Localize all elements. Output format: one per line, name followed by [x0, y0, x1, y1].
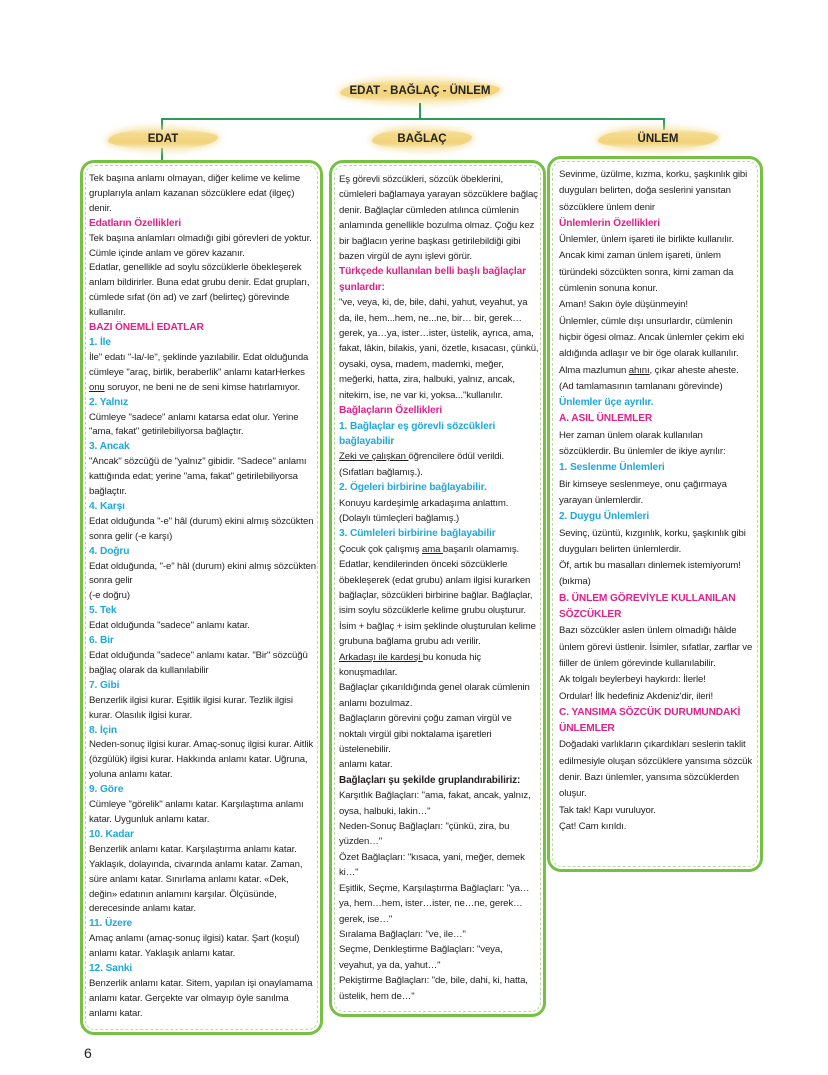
page-number: 6: [84, 1045, 92, 1061]
paragraph: [339, 850, 540, 881]
paragraph: [89, 411, 316, 441]
paragraph: [339, 680, 540, 711]
paragraph: [89, 738, 316, 783]
text: A. ASIL ÜNLEMLER: [559, 413, 653, 425]
text: anlamı katar.: [339, 759, 393, 771]
paragraph: [559, 689, 757, 705]
paragraph: [339, 650, 540, 681]
blue-heading: [89, 962, 316, 977]
paragraph: [559, 167, 757, 216]
paragraph: [339, 881, 540, 927]
blue-heading: [89, 724, 316, 739]
paragraph: [559, 297, 757, 313]
paragraph: [89, 843, 316, 918]
connector-horizontal: [161, 118, 665, 120]
baglac-box: [329, 160, 546, 1017]
paragraph: [339, 557, 540, 649]
paragraph: [559, 477, 757, 510]
text: 2. Yalnız: [89, 396, 128, 408]
text: Ünlemler, ünlem işareti ile birlikte kullanılır. Ancak kimi zaman ünlem işareti, ünlem türündeki sözcükten sonra, kimi zaman da cümlenin sonuna konur.: [559, 234, 734, 295]
text: Sevinç, üzüntü, kızgınlık, korku, şaşkınlık gibi duyguları belirten ünlemlerdir.: [559, 527, 746, 555]
text: Tek başına anlamları olmadığı gibi görevleri de yoktur. Cümle içinde anlam ve görev kazanır.: [89, 232, 312, 259]
paragraph: [339, 711, 540, 757]
text: Ak tolgalı beylerbeyi haykırdı: İlerle!: [559, 674, 706, 686]
text: Doğadaki varlıkların çıkardıkları seslerin taklit edilmesiyle oluşan sözcüklere yansıma sözcük denir. Bazı ünlemler, yansıma sözcüklerden oluşur.: [559, 739, 753, 800]
unlem-column-text: [559, 167, 757, 835]
paragraph: [339, 973, 540, 1004]
text: Edat olduğunda "sadece" anlamı katar.: [89, 620, 250, 632]
blue-heading: [89, 783, 316, 798]
text: 2. Duygu Ünlemleri: [559, 511, 650, 523]
blue-heading: [89, 679, 316, 694]
text: 5. Tek: [89, 605, 117, 617]
paragraph: [89, 232, 316, 262]
text: öğrencilere ödül verildi. (Sıfatları bağlamış.).: [339, 451, 505, 478]
text: Ünlemlerin Özellikleri: [559, 217, 660, 229]
text: İle" edatı "-la/-le", şeklinde yazılabilir. Edat olduğunda cümleye "araç, birlik, beraberlik" anlamı katarHerkes: [89, 351, 309, 378]
text: "ve, veya, ki, de, bile, dahi, yahut, veyahut, ya da, ile, hem...hem, ne...ne, bir… bir, gerek…gerek, ya…ya, ister…ister, üstelik, ayrıca, ama, fakat, lâkin, bilakis, yani, özetle, kısacası, çünkü, oysaki, oysa, madem, mademki, meğer, meğerki, hatta, zira, halbuki, yalnız, ancak, nitekim, ise, ne var ki, yoksa..."kullanılır.: [339, 297, 539, 401]
text: Edat olduğunda "sadece" anlamı katar. "Bir" sözcüğü bağlaç olarak da kullanılabilir: [89, 650, 308, 676]
text: 1. Seslenme Ünlemleri: [559, 462, 665, 474]
text: Çat! Cam kırıldı.: [559, 820, 627, 832]
text: Sıralama Bağlaçları: "ve, ile…": [339, 928, 466, 940]
text: 9. Göre: [89, 784, 124, 796]
paragraph: [339, 757, 540, 772]
text: Edatlar, kendilerinden önceki sözcüklerle öbekleşerek (edat grubu) anlam ilgisi kurarken bağlaçlar, sözcükleri birbirine bağlar. Bağlaçlar, isim soylu sözcüklerle kelime grubu oluşturur. İsim + bağlaç + isim şeklinde oluşturulan kelime grubuna bağlama grubu adı verilir.: [339, 559, 536, 648]
underlined-text: ahını: [628, 364, 650, 376]
paragraph: [559, 314, 757, 363]
pink-heading: [89, 321, 316, 336]
main-title: EDAT - BAĞLAÇ - ÜNLEM: [340, 80, 500, 102]
pink-heading: [339, 264, 540, 295]
paragraph: [89, 515, 316, 545]
text: 1. Bağlaçlar eş görevli sözcükleri bağlayabilir: [339, 420, 496, 447]
paragraph: [559, 819, 757, 835]
paragraph: [89, 694, 316, 724]
text: Benzerlik anlamı katar. Sitem, yapılan işi onaylamama anlamı katar. Gerçekte var olmayıp öyle sanılma anlamı katar.: [89, 977, 313, 1019]
text: soruyor, ne beni ne de seni kimse hatırlamıyor.: [104, 381, 300, 393]
text: 11. Üzere: [89, 918, 133, 930]
text: başarılı olamamış.: [442, 543, 520, 555]
text: Pekiştirme Bağlaçları: "de, bile, dahi, ki, hatta, üstelik, hem de…": [339, 975, 528, 1002]
text: bu konuda hiç konuşmadılar.: [339, 651, 482, 678]
pink-heading: [89, 217, 316, 232]
text: Benzerlik ilgisi kurar. Eşitlik ilgisi kurar. Tezlik ilgisi kurar. Olasılık ilgisi kurar.: [89, 694, 293, 721]
paragraph: [89, 619, 316, 634]
pink-heading: [559, 705, 757, 738]
blue-heading: [559, 395, 757, 411]
paragraph: [89, 455, 316, 500]
text: Edatların Özellikleri: [89, 217, 182, 229]
text: Benzerlik anlamı katar. Karşılaştırma anlamı katar. Yaklaşık, dolayında, civarında anlamı katar. Zaman, süre anlamı katar. Sınırlama anlamı katar. «Dek, değin» edatının anlamını karşılar. Ölçüsünde, derecesinde anlamı katar.: [89, 843, 303, 915]
text: Türkçede kullanılan belli başlı bağlaçlar şunlardır:: [339, 266, 527, 293]
text: Alma mazlumun: [559, 364, 629, 376]
paragraph: [339, 295, 540, 403]
paragraph: [339, 172, 540, 264]
blue-heading: [89, 545, 316, 560]
blue-heading: [339, 526, 540, 541]
text: Ordular! İlk hedefiniz Akdeniz'dir, ileri!: [559, 690, 714, 702]
text: 3. Cümleleri birbirine bağlayabilir: [339, 528, 496, 540]
text: Bir kimseye seslenmeye, onu çağırmaya yarayan ünlemlerdir.: [559, 478, 727, 506]
paragraph: [339, 788, 540, 819]
text: Bağlaçlar çıkarıldığında genel olarak cümlenin anlamı bozulmaz.: [339, 682, 530, 709]
bold-heading: [339, 773, 540, 788]
paragraph: [559, 232, 757, 297]
paragraph: [89, 172, 316, 217]
text: Amaç anlamı (amaç-sonuç ilgisi) katar. Şart (koşul) anlamı katar. Yaklaşık anlamı katar.: [89, 933, 300, 960]
paragraph: [89, 977, 316, 1022]
text: Konuyu kardeşiml: [339, 497, 414, 509]
blue-heading: [89, 336, 316, 351]
paragraph: [559, 672, 757, 688]
blue-heading: [89, 500, 316, 515]
text: 1. İle: [89, 336, 111, 348]
underlined-text: ama: [422, 543, 443, 555]
text: Bağlaçların Özellikleri: [339, 405, 443, 417]
underlined-text: onu: [89, 381, 105, 393]
blue-heading: [89, 396, 316, 411]
text: Edatlar, genellikle ad soylu sözcüklerle öbekleşerek anlam bildirirler. Buna edat grubu denir. Edat grupları, cümlede sıfat (ön ad) ve zarf (belirteç) görevinde kullanılır.: [89, 262, 310, 319]
blue-heading: [89, 917, 316, 932]
paragraph: [339, 942, 540, 973]
text: Edat olduğunda "-e" hâl (durum) ekini almış sözcükten sonra gelir (-e karşı): [89, 515, 314, 542]
pink-heading: [559, 411, 757, 427]
edat-box: [80, 160, 323, 1035]
text: Ünlemler, cümle dışı unsurlardır, cümlenin hiçbir ögesi olmaz. Ancak ünlemler çekim eki aldığında adlaşır ve bir öge olarak kullanılır.: [559, 315, 745, 360]
blue-heading: [89, 440, 316, 455]
text: Sevinme, üzülme, kızma, korku, şaşkınlık gibi duyguları belirten, doğa seslerini yansıtan sözcüklere ünlem denir: [559, 169, 748, 213]
paragraph: [559, 379, 757, 395]
blue-heading: [89, 604, 316, 619]
paragraph: [339, 819, 540, 850]
unlem-box: [547, 156, 763, 872]
blue-heading: [559, 509, 757, 525]
text: BAZI ÖNEMLİ EDATLAR: [89, 322, 204, 334]
text: C. YANSIMA SÖZCÜK DURUMUNDAKİ ÜNLEMLER: [559, 706, 741, 735]
header-unlem: ÜNLEM: [598, 129, 718, 149]
underlined-text: e: [413, 497, 419, 509]
text: Bağlaçları şu şekilde gruplandırabiliriz:: [339, 774, 521, 786]
blue-heading: [339, 419, 540, 450]
text: Çocuk çok çalışmış: [339, 543, 423, 555]
text: (Ad tamlamasının tamlananı görevinde): [559, 380, 723, 392]
text: 10. Kadar: [89, 828, 134, 840]
blue-heading: [89, 634, 316, 649]
text: Karşıtlık Bağlaçları: "ama, fakat, ancak, yalnız, oysa, halbuki, lakin…": [339, 790, 531, 817]
paragraph: [339, 496, 540, 527]
paragraph: [89, 649, 316, 679]
text: 6. Bir: [89, 635, 114, 647]
underlined-text: Zeki ve çalışkan: [339, 451, 409, 463]
paragraph: [89, 798, 316, 828]
text: Neden-sonuç ilgisi kurar. Amaç-sonuç ilgisi kurar. Aitlik (özgülük) ilgisi kurar. Hakkında anlamı katar. Uğruna, yoluna anlamı katar.: [89, 739, 314, 781]
text: 12. Sanki: [89, 963, 133, 975]
text: (-e doğru): [89, 590, 130, 602]
blue-heading: [559, 460, 757, 476]
text: "Ancak" sözcüğü de "yalnız" gibidir. "Sadece" anlamı kattığında edat; yerine "ama, fakat" getirilebiliyorsa bağlaçtır.: [89, 456, 307, 498]
text: Ünlemler üçe ayrılır.: [559, 397, 654, 409]
text: Tak tak! Kapı vuruluyor.: [559, 804, 656, 816]
text: Eşitlik, Seçme, Karşılaştırma Bağlaçları: "ya…ya, hem…hem, ister…ister, ne…ne, gerek…gerek, ise…": [339, 882, 530, 925]
paragraph: [559, 428, 757, 461]
paragraph: [559, 526, 757, 559]
text: 3. Ancak: [89, 441, 130, 453]
text: Edat olduğunda, "-e" hâl (durum) ekini almış sözcükten sonra gelir: [89, 560, 316, 587]
blue-heading: [89, 828, 316, 843]
text: Öf, artık bu masalları dinlemek istemiyorum! (bıkma): [559, 560, 741, 588]
header-baglac: BAĞLAÇ: [372, 129, 472, 149]
text: arkadaşıma anlattım. (Dolaylı tümleçleri bağlamış.): [339, 497, 509, 524]
paragraph: [89, 261, 316, 321]
text: Aman! Sakın öyle düşünmeyin!: [559, 299, 688, 311]
text: Özet Bağlaçları: "kısaca, yani, meğer, demek ki…": [339, 851, 525, 879]
underlined-text: Arkadaşı ile kardeşi: [339, 651, 423, 663]
text: 4. Doğru: [89, 545, 130, 557]
text: Neden-Sonuç Bağlaçları: "çünkü, zira, bu yüzden…": [339, 821, 510, 848]
text: Cümleye "sadece" anlamı katarsa edat olur. Yerine "ama, fakat" getirilebiliyorsa bağlaçtır.: [89, 411, 299, 438]
text: 4. Karşı: [89, 500, 125, 512]
text: Eş görevli sözcükleri, sözcük öbeklerini, cümleleri bağlamaya yarayan sözcüklere bağlaç denir. Bağlaçlar cümleden atılınca cümlenin anlamında genellikle bozulma olmaz. Çoğu kez bir bağlacın yerine başkası getirilebildiği gibi bazen virgül de aynı işlevi görür.: [339, 174, 538, 263]
text: Bağlaçların görevini çoğu zaman virgül ve noktalı virgül gibi noktalama işaretleri üstelenebilir.: [339, 713, 512, 756]
pink-heading: [559, 591, 757, 624]
text: Seçme, Denkleştirme Bağlaçları: "veya, veyahut, ya da, yahut…": [339, 944, 503, 971]
header-edat: EDAT: [108, 129, 218, 149]
paragraph: [339, 542, 540, 557]
text: B. ÜNLEM GÖREVİYLE KULLANILAN SÖZCÜKLER: [559, 592, 736, 621]
paragraph: [89, 351, 316, 396]
paragraph: [559, 623, 757, 672]
text: 2. Ögeleri birbirine bağlayabilir.: [339, 482, 487, 494]
pink-heading: [559, 216, 757, 232]
paragraph: [89, 589, 316, 604]
baglac-column-text: [339, 172, 540, 1004]
pink-heading: [339, 403, 540, 418]
text: Bazı sözcükler aslen ünlem olmadığı hâlde ünlem görevi üstlenir. İsimler, sıfatlar, zarflar ve fiiller de ünlem görevinde kullanılabilir.: [559, 625, 753, 669]
paragraph: [339, 927, 540, 942]
paragraph: [89, 932, 316, 962]
paragraph: [89, 560, 316, 590]
paragraph: [559, 363, 757, 379]
text: Tek başına anlamı olmayan, diğer kelime ve kelime gruplarıyla anlam kazanan sözcüklere edat (ilgeç) denir.: [89, 173, 301, 214]
text: , çıkar aheste aheste.: [649, 364, 739, 376]
text: Her zaman ünlem olarak kullanılan sözcüklerdir. Bu ünlemler de ikiye ayrılır:: [559, 429, 726, 458]
paragraph: [339, 449, 540, 480]
blue-heading: [339, 480, 540, 495]
text: Cümleye "görelik" anlamı katar. Karşılaştıma anlamı katar. Uygunluk anlamı katar.: [89, 799, 304, 825]
text: 8. İçin: [89, 724, 118, 736]
paragraph: [559, 558, 757, 591]
paragraph: [559, 737, 757, 802]
text: 7. Gibi: [89, 679, 120, 691]
edat-column-text: [89, 172, 316, 1022]
paragraph: [559, 803, 757, 819]
